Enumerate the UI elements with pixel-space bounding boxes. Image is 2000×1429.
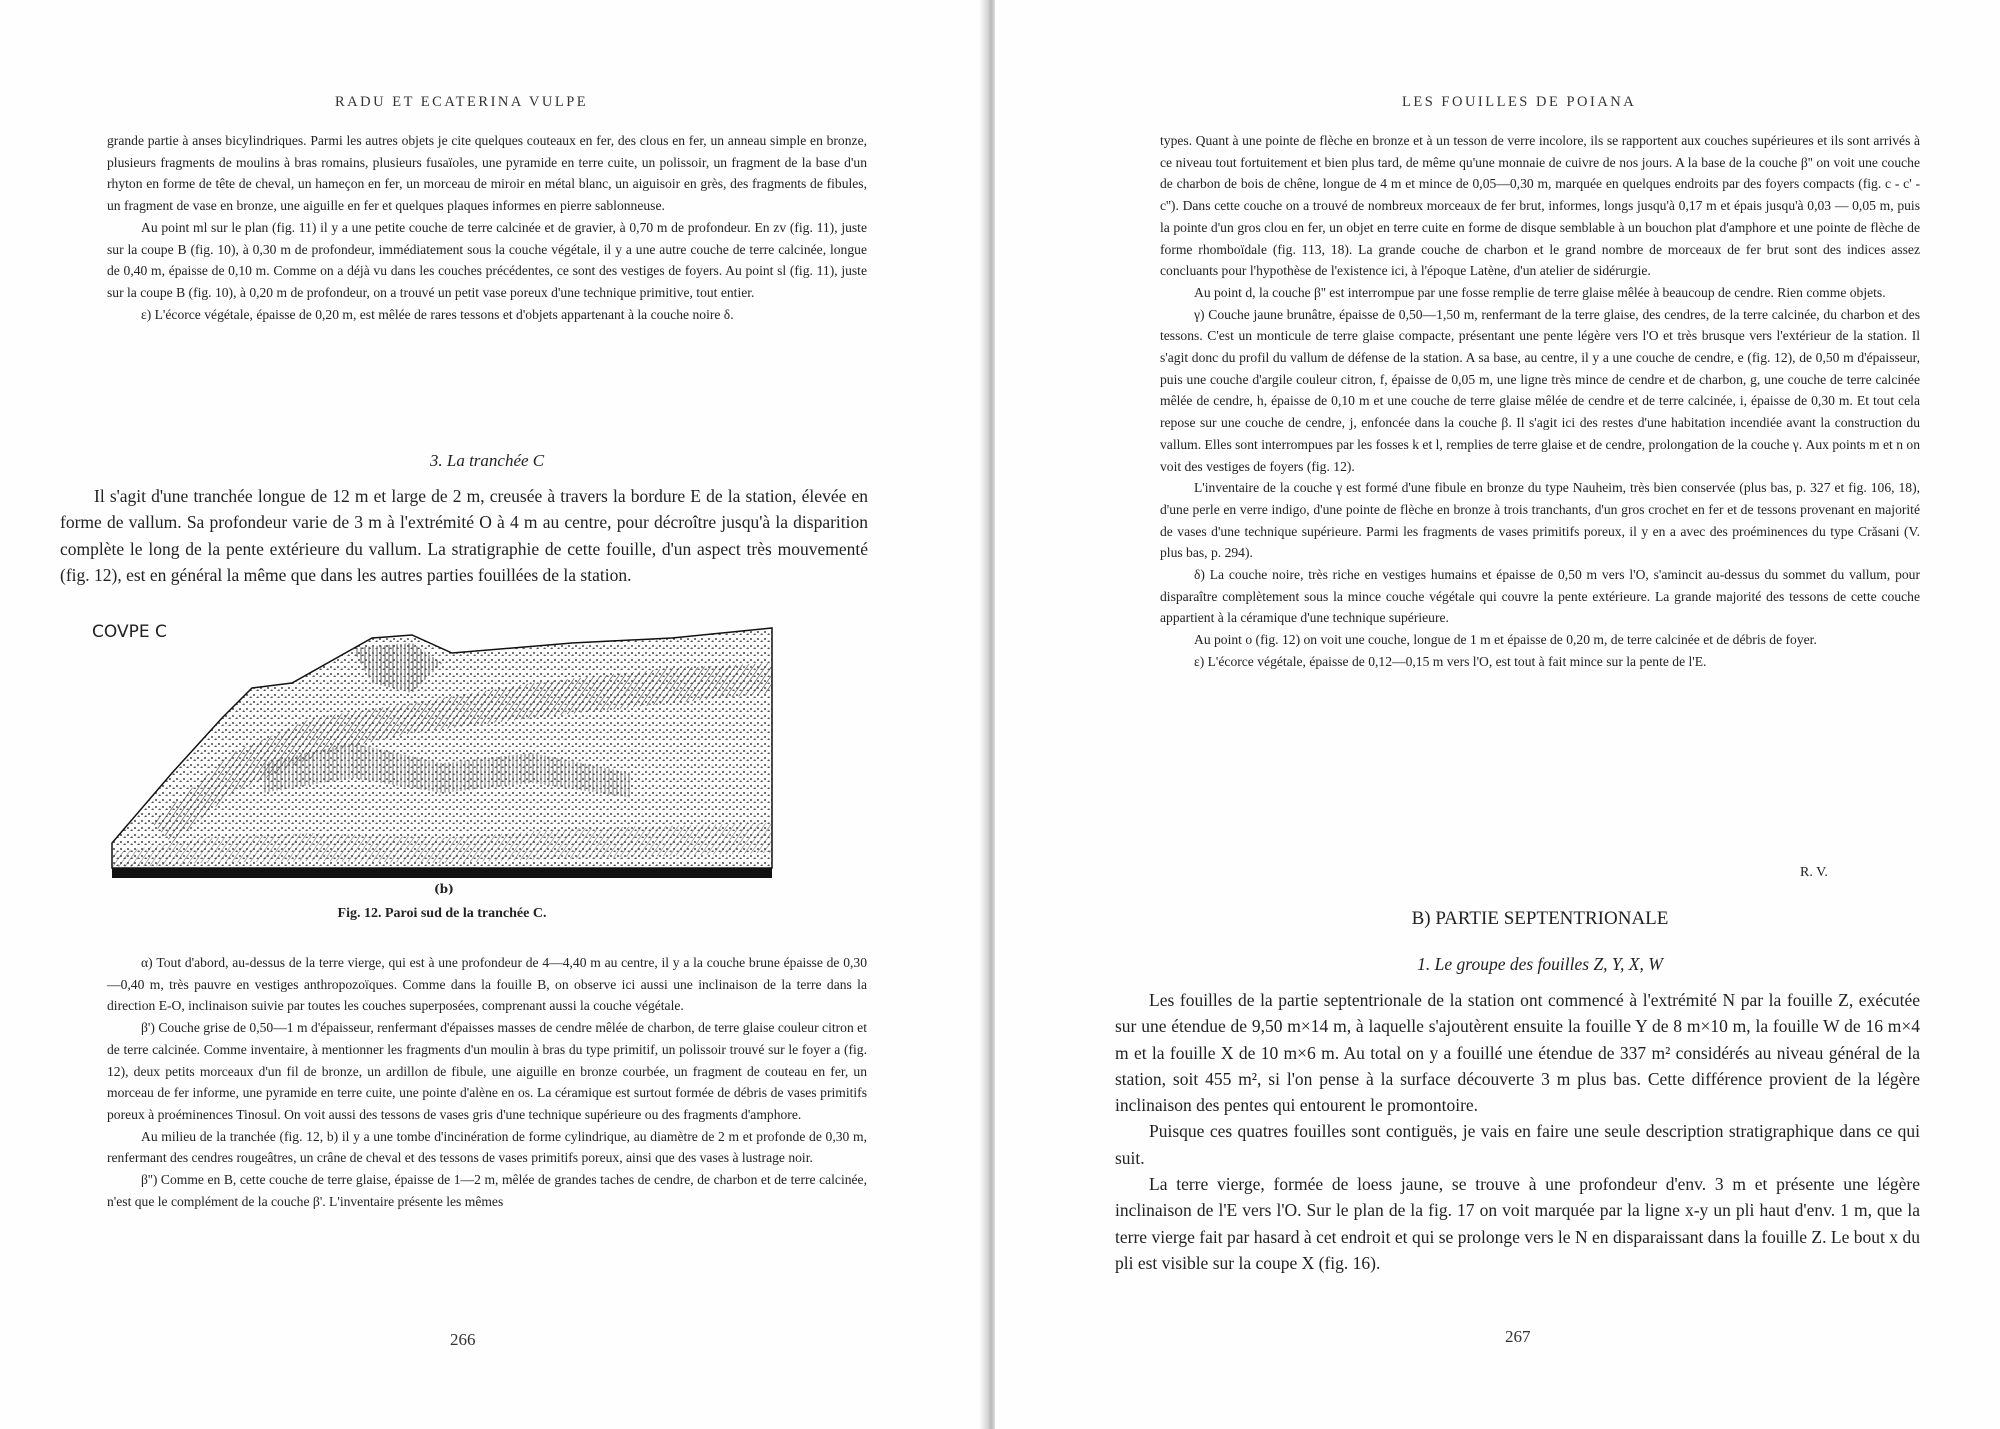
left-page-number: 266 bbox=[450, 1330, 476, 1349]
figure-12-section-drawing bbox=[92, 622, 772, 898]
right-page-number: 267 bbox=[1505, 1327, 1531, 1346]
stratigraphy-illustration bbox=[92, 622, 772, 898]
right-large-paragraph-1: Les fouilles de la partie septentrionale de la station ont commencé à l'extrémité N par la fouille Z, exécutée sur une étendue de 9,50 m×14 m, à laquelle s'ajoutèrent ensuite la fouille Y de 8 m×10 m, la fouille W de 16 m×4 m et la fouille X de 10 m×6 m. Au total on y a fouillé une étendue de 337 m² considérés au niveau général de la station, soit 455 m², si l'on pense à la surface découverte 3 m plus bas. Cette différence provient de la légère inclinaison des pentes qui entourent le promontoire. bbox=[1115, 990, 1920, 1116]
left-large-paragraph: Il s'agit d'une tranchée longue de 12 m et large de 2 m, creusée à travers la bordure E de la station, élevée en forme de vallum. Sa profondeur varie de 3 m à l'extrémité O à 4 m au centre, pour décroître jusqu'à la disparition complète le long de la pente extérieure du vallum. La stratigraphie de cette fouille, d'un aspect très mouvementé (fig. 12), est en général la même que dans les autres parties fouillées de la station. bbox=[60, 486, 868, 585]
left-paragraph-beta2: β'') Comme en B, cette couche de terre glaise, épaisse de 1—2 m, mêlée de grandes taches de cendre, de charbon et de terre calcinée, n'est que le complément de la couche β'. L'inventaire présente les mêmes bbox=[107, 1172, 867, 1209]
right-large-paragraph-3: La terre vierge, formée de loess jaune, se trouve à une profondeur d'env. 3 m et présente une légère inclinaison de l'E vers l'O. Sur le plan de la fig. 17 on voit marquée par la ligne x-y un pli haut d'env. 1 m, que la terre vierge fait par hasard à cet endroit et qui se prolonge vers le N en disparaissant dans la fouille Z. Le bout x du pli est visible sur la coupe X (fig. 16). bbox=[1115, 1174, 1920, 1273]
right-paragraph-2: Au point d, la couche β'' est interrompue par une fosse remplie de terre glaise mêlée à beaucoup de cendre. Rien comme objets. bbox=[1194, 284, 1886, 300]
right-paragraph-point-o: Au point o (fig. 12) on voit une couche, longue de 1 m et épaisse de 0,20 m, de terre calcinée et de débris de foyer. bbox=[1194, 632, 1817, 648]
left-paragraph-alpha: α) Tout d'abord, au-dessus de la terre vierge, qui est à une profondeur de 4—4,40 m au centre, il y a la couche brune épaisse de 0,30—0,40 m, très pauvre en vestiges anthropozoïques. Comme dans la fouille B, on observe ici aussi une inclinaison de la terre dans la direction E-O, inclinaison suivie par toutes les couches superposées, comprenant aussi la couche végétale. bbox=[107, 955, 867, 1014]
author-signature: R. V. bbox=[1800, 865, 1828, 880]
right-paragraph-inventaire: L'inventaire de la couche γ est formé d'une fibule en bronze du type Nauheim, très bien conservée (plus bas, p. 327 et fig. 106, 18), d'une perle en verre indigo, d'une pointe de flèche en bronze à trois tranchants, d'un gros crochet en fer et de tessons provenant en majorité de vases d'une technique supérieure. Parmi les fragments de vases primitifs poreux, il y en a avec des proéminences du type Crăsani (V. plus bas, p. 294). bbox=[1160, 480, 1920, 561]
right-paragraph-1: types. Quant à une pointe de flèche en bronze et à un tesson de verre incolore, ils se rapportent aux couches supérieures et ils sont arrivés à ce niveau tout fortuitement et bien plus tard, de même qu'une monnaie de cuivre de nos jours. A la base de la couche β'' on voit une couche de charbon de bois de chêne, longue de 4 m et mince de 0,05—0,30 m, marquée en quelques endroits par des foyers compacts (fig. c - c' - c''). Dans cette couche on a trouvé de nombreux morceaux de fer brut, informes, longs jusqu'à 0,17 m et épais jusqu'à 0,03 — 0,05 m, puis la pointe d'un gros clou en fer, un objet en terre cuite en forme de disque semblable à un bouchon plat d'amphore et une pointe de flèche de forme rhomboïdale (fig. 113, 18). La grande couche de charbon et le grand nombre de morceaux de fer brut sont des indices assez concluants pour l'hypothèse de l'existence ici, à l'époque Latène, d'un atelier de sidérurgie. bbox=[1160, 133, 1920, 279]
right-paragraph-gamma: γ) Couche jaune brunâtre, épaisse de 0,50—1,50 m, renfermant de la terre glaise, des cendres, de la terre calcinée, du charbon et des tessons. C'est un monticule de terre glaise compacte, présentant une pente légère vers l'O et très brusque vers l'extérieur de la station. Il s'agit donc du profil du vallum de défense de la station. A sa base, au centre, il y a une couche de cendre, e (fig. 12), de 0,50 m d'épaisseur, puis une couche d'argile couleur citron, f, épaisse de 0,05 m, une ligne très mince de cendre et de charbon, g, une couche de terre calcinée mêlée de cendre, h, épaisse de 0,10 m et une couche de terre glaise mêlée de cendre et de terre calcinée, i, épaisse de 0,30 m. Et tout cela repose sur une couche de cendre, j, enfoncée dans la couche β. Il s'agit ici des restes d'une habitation incendiée avant la construction du vallum. Elles sont interrompues par les fosses k et l, remplies de terre glaise et de cendre, prolongation de la couche γ. Aux points m et n on voit des vestiges de foyers (fig. 12). bbox=[1160, 306, 1920, 474]
section-heading-tranchee-c: 3. La tranchée C bbox=[429, 451, 545, 470]
right-top-text bbox=[1160, 130, 1920, 673]
left-paragraph-tombe: Au milieu de la tranchée (fig. 12, b) il y a une tombe d'incinération de forme cylindrique, au diamètre de 2 m et profonde de 0,30 m, renfermant des cendres rougeâtres, un crâne de cheval et des tessons de vases primitifs poreux, ainsi que des vases à lustrage noir. bbox=[107, 1128, 867, 1166]
right-large-text bbox=[1115, 987, 1920, 1276]
right-running-head: LES FOUILLES DE POIANA bbox=[1402, 94, 1637, 110]
right-paragraph-delta: δ) La couche noire, très riche en vestiges humains et épaisse de 0,50 m vers l'O, s'amincit au-dessus du sommet du vallum, pour disparaître complètement sous la mince couche végétale qui couvre la pente extérieure. La grande majorité des tessons de cette couche appartient à la céramique d'une technique supérieure. bbox=[1160, 567, 1920, 626]
left-paragraph-beta1: β') Couche grise de 0,50—1 m d'épaisseur, renfermant d'épaisses masses de cendre mêlée de charbon, de terre glaise couleur citron et de terre calcinée. Comme inventaire, à mentionner les fragments d'un moulin à bras du type primitif, un polissoir trouvé sur le foyer a (fig. 12), deux petits morceaux d'un fil de bronze, un ardillon de fibule, une aiguille en bronze courbée, un fragment de couteau en fer, un morceau de fer informe, une pyramide en terre cuite, une pointe d'alène en os. La céramique est surtout formée de débris de vases primitifs poreux à proéminences Tinosul. On voit aussi des tessons de vases gris d'une technique supérieure ou des fragments d'amphore. bbox=[107, 1020, 867, 1122]
figure-handwritten-label: COVPE C bbox=[92, 622, 167, 642]
left-paragraph-2: Au point ml sur le plan (fig. 11) il y a une petite couche de terre calcinée et de gravier, à 0,70 m de profondeur. En zv (fig. 11), juste sur la coupe B (fig. 10), à 0,30 m de profondeur, immédiatement sous la couche végétale, il y a une autre couche de terre calcinée, longue de 0,40 m, épaisse de 0,10 m. Comme on a déjà vu dans les couches précédentes, ce sont des vestiges de foyers. Au point sl (fig. 11), juste sur la coupe B (fig. 10), à 0,20 m de profondeur, on a trouvé un petit vase poreux d'une technique primitive, tout entier. bbox=[107, 219, 867, 300]
part-heading: B) PARTIE SEPTENTRIONALE bbox=[1411, 908, 1669, 929]
right-paragraph-epsilon: ε) L'écorce végétale, épaisse de 0,12—0,15 m vers l'O, est tout à fait mince sur la pente de l'E. bbox=[1194, 653, 1707, 669]
left-top-text bbox=[107, 130, 867, 325]
subsection-heading: 1. Le groupe des fouilles Z, Y, X, W bbox=[1417, 954, 1663, 974]
right-large-paragraph-2: Puisque ces quatres fouilles sont contiguës, je vais en faire une seule description stratigraphique dans ce qui suit. bbox=[1115, 1121, 1920, 1168]
left-large-text bbox=[60, 483, 868, 588]
left-paragraph-1: grande partie à anses bicylindriques. Parmi les autres objets je cite quelques couteaux en fer, des clous en fer, un anneau simple en bronze, plusieurs fragments de moulins à bras romains, plusieurs fusaïoles, une pyramide en terre cuite, un polissoir, un fragment de la base d'un rhyton en forme de tête de cheval, un hameçon en fer, un morceau de miroir en métal blanc, un aiguisoir en grès, des fragments de fibules, un fragment de vase en bronze, une aiguille en fer et quelques plaques informes en pierre sablonneuse. bbox=[107, 133, 867, 214]
left-paragraph-3: ε) L'écorce végétale, épaisse de 0,20 m, est mêlée de rares tessons et d'objets appartenant à la couche noire δ. bbox=[141, 306, 734, 322]
figure-caption: Fig. 12. Paroi sud de la tranchée C. bbox=[337, 906, 547, 921]
left-bottom-text bbox=[107, 952, 867, 1212]
left-running-head: RADU ET ECATERINA VULPE bbox=[335, 94, 589, 110]
figure-sub-label: (b) bbox=[434, 882, 454, 896]
